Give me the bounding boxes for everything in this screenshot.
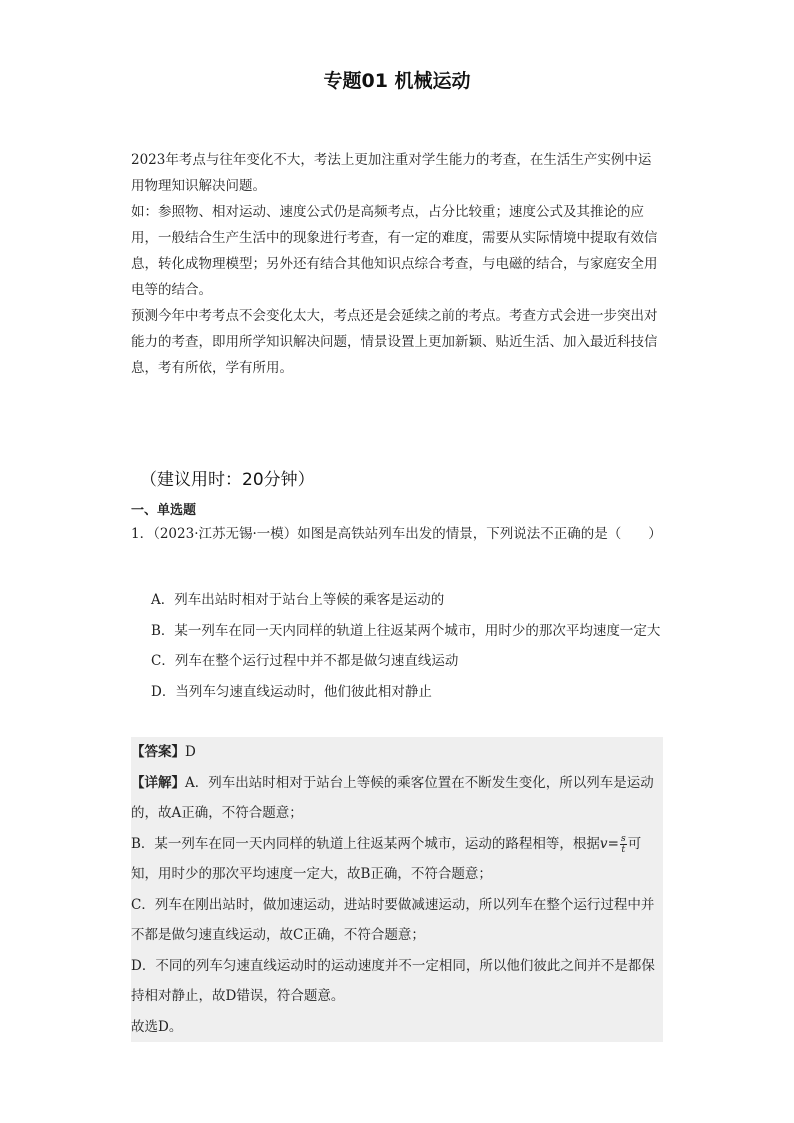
formula-lhs: v (599, 835, 608, 852)
question-stem: 1．（2023·江苏无锡·一模）如图是高铁站列车出发的情景，下列说法不正确的是（ ） (131, 526, 662, 542)
intro-paragraph: 2023年考点与往年变化不大，考法上更加注重对学生能力的考查，在生活生产实例中运用物理知识解决问题。 (131, 152, 652, 194)
intro-paragraph: 预测今年中考考点不会变化太大，考点还是会延续之前的考点。考查方式会进一步突出对能力的考查，即用所学知识解决问题，情景设置上更加新颖、贴近生活、加入最近科技信息，考有所依，学有所用。 (131, 308, 658, 376)
formula-eq: = (607, 835, 619, 852)
detail-b-pre: B．某一列车在同一天内同样的轨道上往返某两个城市，运动的路程相等，根据 (131, 835, 600, 852)
detail-b-post: 可知，用时少的那次平均速度一定大，故B正确，不符合题意； (131, 835, 642, 882)
detail-label: 【详解】 (131, 774, 185, 791)
detail-b (131, 829, 663, 890)
time-hint: （建议用时：20分钟） (140, 470, 315, 490)
option-d: D．当列车匀速直线运动时，他们彼此相对静止 (151, 683, 432, 700)
conclusion: 故选D。 (131, 1018, 183, 1035)
intro-paragraph: 如：参照物、相对运动、速度公式仍是高频考点，占分比较重；速度公式及其推论的应用，一般结合生产生活中的现象进行考查，有一定的难度，需要从实际情境中提取有效信息，转化成物理模型；另外还有结合其他知识点综合考查，与电磁的结合，与家庭安全用电等的结合。 (131, 204, 658, 298)
detail-a-text: A．列车出站时相对于站台上等候的乘客位置在不断发生变化，所以列车是运动的，故A正确，不符合题意； (131, 774, 654, 821)
formula-denominator: t (621, 843, 626, 855)
detail-d: D．不同的列车匀速直线运动时的运动速度并不一定相同，所以他们彼此之间并不是都保持相对静止，故D错误，符合题意。 (131, 957, 655, 1004)
options-list (151, 585, 663, 707)
answer-label: 【答案】 (131, 744, 185, 760)
option-b: B．某一列车在同一天内同样的轨道上往返某两个城市，用时少的那次平均速度一定大 (151, 622, 661, 639)
page-title: 专题01 机械运动 (323, 70, 471, 92)
section-title: 一、单选题 (131, 503, 197, 518)
intro-section (131, 147, 663, 381)
answer-value: D (185, 744, 196, 760)
answer-block (131, 737, 663, 1042)
answer-line (131, 737, 663, 768)
detail-c: C．列车在刚出站时，做加速运动，进站时要做减速运动，所以列车在整个运行过程中并不都是做匀速直线运动，故C正确，不符合题意； (131, 896, 655, 943)
detail-a (131, 768, 663, 829)
formula-numerator: s (620, 832, 626, 844)
speed-formula (620, 834, 627, 855)
option-c: C．列车在整个运行过程中并不都是做匀速直线运动 (151, 653, 459, 669)
option-a: A．列车出站时相对于站台上等候的乘客是运动的 (151, 592, 445, 608)
